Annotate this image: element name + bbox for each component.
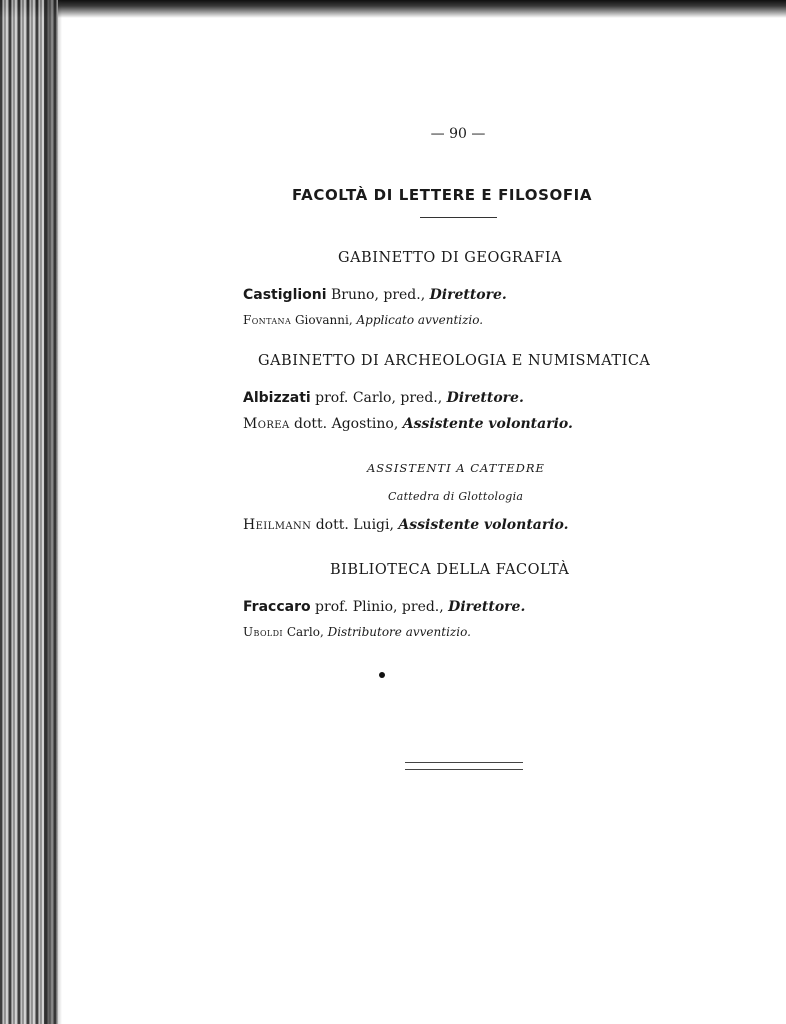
entry-heilmann xyxy=(243,517,569,533)
entry-role: Distributore avventizio. xyxy=(327,625,471,639)
entry-role: Direttore. xyxy=(446,390,524,406)
entry-fraccaro xyxy=(243,599,525,615)
section-heading-biblioteca: BIBLIOTECA DELLA FACOLTÀ xyxy=(330,562,570,578)
section-heading-assistenti: ASSISTENTI A CATTEDRE xyxy=(367,461,545,475)
entry-details: Carlo, xyxy=(283,625,328,639)
section-heading-geografia: GABINETTO DI GEOGRAFIA xyxy=(338,250,563,266)
entry-details: Bruno, pred., xyxy=(326,287,430,303)
entry-role: Assistente volontario. xyxy=(402,416,573,432)
page-number: — 90 — xyxy=(430,126,486,142)
scan-top-edge xyxy=(0,0,786,18)
ink-blot xyxy=(379,672,385,678)
entry-details: prof. Plinio, pred., xyxy=(310,599,449,615)
entry-details: Giovanni, xyxy=(291,313,357,327)
entry-castiglioni xyxy=(243,287,507,303)
entry-surname: Fontana xyxy=(243,313,292,327)
entry-role: Applicato avventizio. xyxy=(356,313,484,327)
entry-role: Assistente volontario. xyxy=(398,517,569,533)
entry-fontana xyxy=(243,313,483,327)
title-rule xyxy=(420,217,497,218)
subheading-glottologia: Cattedra di Glottologia xyxy=(388,490,524,503)
entry-surname: Castiglioni xyxy=(243,287,327,303)
faculty-title: FACOLTÀ DI LETTERE E FILOSOFIA xyxy=(292,186,593,204)
section-heading-archeologia: GABINETTO DI ARCHEOLOGIA E NUMISMATICA xyxy=(258,353,651,369)
entry-role: Direttore. xyxy=(448,599,526,615)
entry-surname: Morea xyxy=(243,416,290,432)
entry-surname: Fraccaro xyxy=(243,599,311,615)
entry-morea xyxy=(243,416,573,432)
entry-details: prof. Carlo, pred., xyxy=(310,390,447,406)
entry-surname: Heilmann xyxy=(243,517,312,533)
entry-details: dott. Luigi, xyxy=(311,517,399,533)
end-double-rule xyxy=(405,762,523,770)
entry-role: Direttore. xyxy=(429,287,507,303)
entry-surname: Uboldi xyxy=(243,625,283,639)
entry-albizzati xyxy=(243,390,524,406)
entry-surname: Albizzati xyxy=(243,390,311,406)
entry-uboldi xyxy=(243,625,471,639)
scan-binding-shadow xyxy=(44,0,62,1024)
entry-details: dott. Agostino, xyxy=(289,416,403,432)
